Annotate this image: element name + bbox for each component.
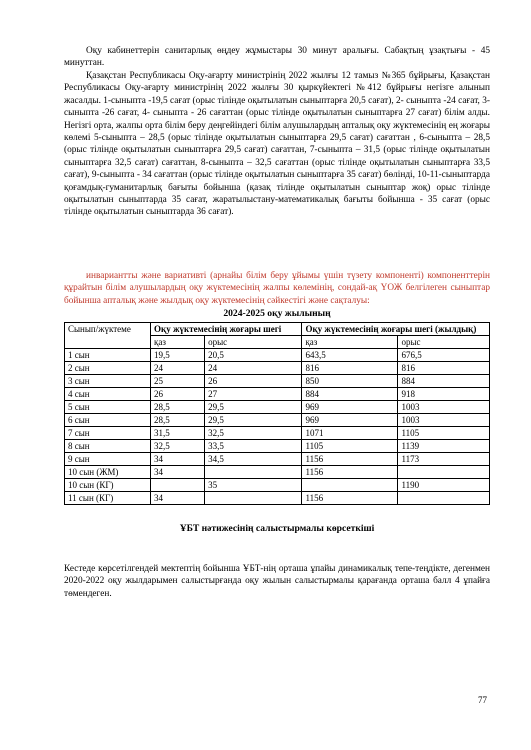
subheader-weekly-kaz: қаз [151, 336, 205, 349]
header-weekly: Оқу жүктемесінің жоғары шегі [151, 323, 302, 336]
cell-class: 3 сын [65, 375, 151, 388]
cell-weekly-rus: 24 [205, 362, 302, 375]
table-row [65, 440, 490, 453]
cell-weekly-rus: 34,5 [205, 453, 302, 466]
paragraph-curriculum-load: Қазақстан Республикасы Оқу-ағарту министрінің 2022 жылғы 12 тамыз №365 бұйрығы, Қазақстан Республикасы Оқу-ағарту министрінің 2022 жылғы 30 қыркүйектегі №412 бұйрығы негізге алынып жасалды. 1-сыныпта -19,5 сағат (орыс тілінде оқытылатын сыныптарға 20,5 сағат), 2- сыныпта -24 сағат, 3- сыныпта -26 сағат, 4- сыныпта - 26 сағаттан (орыс тілінде оқытылатын сыныптарға 27 сағат) білім алды. Негізгі орта, жалпы орта білім беру деңгейіндегі білім алушылардың апталық оқу жүктемесінің ең жоғары көлемі 5-сыныпта – 28,5 (орыс тілінде оқытылатын сыныптарға 29,5 сағат) сағаттан , 6-сыныпта – 28,5 (орыс тілінде оқытылатын сыныптарға 29,5 сағат) сағаттан, 7-сыныпта – 31,5 (орыс тілінде оқытылатын сыныптарға 32,5 сағат) сағаттан, 8-сыныпта – 32,5 сағаттан (орыс тілінде оқытылатын сыныптарға 33,5 сағат), 9-сыныпта - 34 сағаттан (орыс тілінде оқытылатын сыныптарға 35 сағат) бөлінді, 10-11-сыныптарда қоғамдық-гуманитарлық бағыты бойынша (қазақ тілінде оқытылатын сыныптар жоқ) орыс тілінде оқытылатын сыныптарда 35 сағат, жаратылыстану-математикалық бағыты бойынша - 35 сағат (орыс тілінде оқытылатын сыныптарда 36 сағат). [64, 71, 490, 218]
cell-weekly-rus: 26 [205, 375, 302, 388]
cell-weekly-rus: 20,5 [205, 349, 302, 362]
table-row [65, 388, 490, 401]
cell-class: 5 сын [65, 401, 151, 414]
cell-yearly-kaz: 850 [302, 375, 398, 388]
paragraph-ubt-results: Кестеде көрсетілгендей мектептің бойынша ҰБТ-нің орташа ұпайы динамикалық тепе-теңдікте, дегенмен 2020-2022 оқу жылдарымен салыстырғанда оқу жылын салыстырмалы қарағанда орташа балл 4 ұпайға төмендеген. [64, 564, 490, 599]
cell-weekly-rus: 35 [205, 479, 302, 492]
cell-weekly-rus: 32,5 [205, 427, 302, 440]
cell-yearly-kaz: 1105 [302, 440, 398, 453]
cell-weekly-kaz: 34 [151, 492, 205, 505]
cell-yearly-rus: 918 [398, 388, 490, 401]
cell-yearly-rus [398, 492, 490, 505]
cell-class: 6 сын [65, 414, 151, 427]
cell-yearly-kaz: 816 [302, 362, 398, 375]
cell-weekly-kaz: 34 [151, 466, 205, 479]
paragraph-invariant-variant: инвариантты және вариативті (арнайы білім беру ұйымы үшін түзету компоненті) компоненттерін құрайтын білім алушылардың оқу жүктемесінің жалпы көлемінің, сондай-ақ ҮОЖ белгілеген сыныптар бойынша апталық және жылдық оқу жүктемесінің сәйкестігі және сақталуы: [64, 271, 490, 306]
cell-weekly-rus: 27 [205, 388, 302, 401]
cell-weekly-kaz [151, 479, 205, 492]
cell-yearly-rus: 1139 [398, 440, 490, 453]
cell-weekly-kaz: 24 [151, 362, 205, 375]
cell-weekly-kaz: 28,5 [151, 414, 205, 427]
table-row [65, 492, 490, 505]
table-row [65, 401, 490, 414]
table-row [65, 362, 490, 375]
cell-weekly-kaz: 25 [151, 375, 205, 388]
table-body [65, 349, 490, 505]
cell-weekly-kaz: 31,5 [151, 427, 205, 440]
cell-yearly-kaz: 1156 [302, 453, 398, 466]
cell-yearly-kaz: 969 [302, 414, 398, 427]
table-row [65, 349, 490, 362]
cell-weekly-kaz: 28,5 [151, 401, 205, 414]
subheader-yearly-kaz: қаз [302, 336, 398, 349]
cell-class: 9 сын [65, 453, 151, 466]
cell-class: 10 сын (ЖМ) [65, 466, 151, 479]
cell-class: 2 сын [65, 362, 151, 375]
cell-weekly-rus [205, 466, 302, 479]
cell-weekly-rus [205, 492, 302, 505]
table-row [65, 466, 490, 479]
cell-yearly-kaz: 969 [302, 401, 398, 414]
cell-class: 4 сын [65, 388, 151, 401]
cell-weekly-kaz: 32,5 [151, 440, 205, 453]
cell-class: 10 сын (КГ) [65, 479, 151, 492]
cell-yearly-kaz: 643,5 [302, 349, 398, 362]
cell-weekly-rus: 33,5 [205, 440, 302, 453]
table-row [65, 414, 490, 427]
header-yearly: Оқу жүктемесінің жоғары шегі (жылдық) [302, 323, 490, 336]
subheader-weekly-rus: орыс [205, 336, 302, 349]
cell-class: 1 сын [65, 349, 151, 362]
cell-yearly-rus: 816 [398, 362, 490, 375]
cell-class: 8 сын [65, 440, 151, 453]
paragraph-lesson-duration: Оқу кабинеттерін санитарлық өңдеу жұмыстары 30 минут аралығы. Сабақтың ұзақтығы - 45 минуттан. [64, 46, 490, 69]
cell-weekly-kaz: 19,5 [151, 349, 205, 362]
subheader-yearly-rus: орыс [398, 336, 490, 349]
cell-yearly-kaz [302, 479, 398, 492]
cell-yearly-kaz: 1156 [302, 492, 398, 505]
table-row [65, 479, 490, 492]
cell-yearly-rus: 676,5 [398, 349, 490, 362]
cell-yearly-kaz: 884 [302, 388, 398, 401]
cell-yearly-rus: 1003 [398, 401, 490, 414]
section-title: ҰБТ нәтижесінің салыстырмалы көрсеткіші [179, 523, 375, 534]
cell-weekly-kaz: 26 [151, 388, 205, 401]
cell-class: 7 сын [65, 427, 151, 440]
cell-yearly-rus: 1190 [398, 479, 490, 492]
cell-class: 11 сын (КГ) [65, 492, 151, 505]
cell-weekly-rus: 29,5 [205, 401, 302, 414]
cell-yearly-rus: 1105 [398, 427, 490, 440]
cell-yearly-kaz: 1071 [302, 427, 398, 440]
cell-weekly-kaz: 34 [151, 453, 205, 466]
table-row [65, 427, 490, 440]
table-row [65, 453, 490, 466]
page-number: 77 [478, 695, 487, 705]
table-header-row [65, 323, 490, 336]
cell-yearly-rus: 1003 [398, 414, 490, 427]
cell-yearly-rus: 1173 [398, 453, 490, 466]
cell-yearly-rus: 884 [398, 375, 490, 388]
study-load-table [64, 322, 490, 505]
table-title: 2024-2025 оқу жылының [223, 308, 331, 319]
cell-yearly-rus [398, 466, 490, 479]
header-class: Сынып/жүктеме [65, 323, 151, 349]
cell-weekly-rus: 29,5 [205, 414, 302, 427]
table-row [65, 375, 490, 388]
cell-yearly-kaz: 1156 [302, 466, 398, 479]
